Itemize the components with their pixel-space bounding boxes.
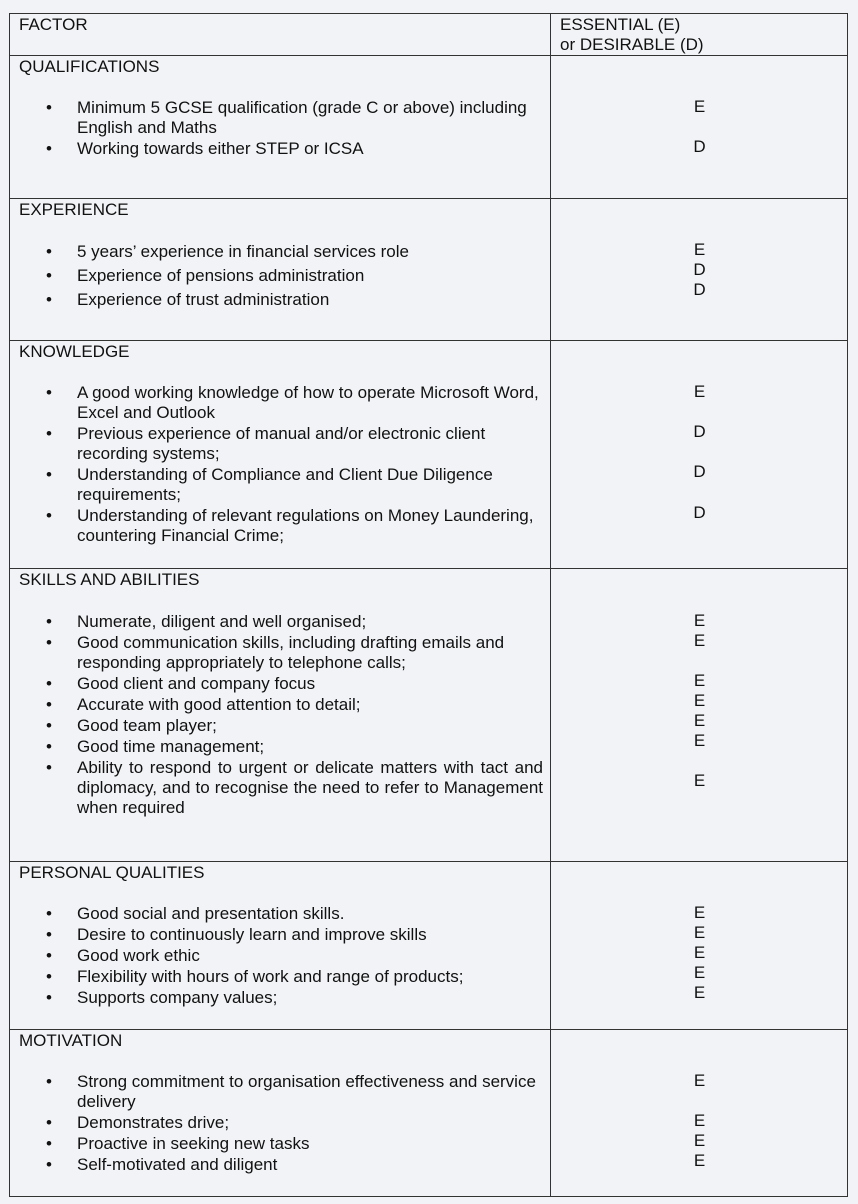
- rating: E: [693, 1131, 706, 1150]
- bullet-icon: •: [46, 925, 52, 944]
- experience-rating-cell: [551, 199, 848, 341]
- rating: E: [693, 671, 706, 690]
- rating: E: [693, 963, 706, 982]
- bullet-icon: •: [46, 506, 52, 525]
- rating: E: [693, 771, 706, 790]
- experience-list: [19, 242, 543, 310]
- header-ed-line2: or DESIRABLE (D): [560, 35, 704, 54]
- header-factor-label: FACTOR: [19, 15, 88, 34]
- bullet-icon: •: [46, 424, 52, 443]
- motivation-factor-cell: [10, 1030, 551, 1197]
- rating: E: [693, 923, 706, 942]
- list-item: • Self-motivated and diligent: [46, 1155, 278, 1174]
- rating: E: [693, 97, 706, 116]
- bullet-icon: •: [46, 674, 52, 693]
- rating: E: [693, 611, 706, 630]
- motivation-rating-cell: [551, 1030, 848, 1197]
- header-ed-line1: ESSENTIAL (E): [560, 15, 681, 34]
- section-skills-and-abilities: [10, 569, 848, 862]
- rating: E: [693, 1071, 706, 1090]
- experience-factor-cell: [10, 199, 551, 341]
- knowledge-factor-cell: [10, 341, 551, 569]
- qualifications-factor-cell: [10, 56, 551, 199]
- skills-rating-cell: [551, 569, 848, 862]
- section-title: EXPERIENCE: [19, 200, 129, 219]
- personal-factor-cell: [10, 862, 551, 1030]
- list-item: • Good communication skills, including drafting emails and responding appropriately to telephone calls;: [46, 633, 505, 672]
- list-item: • Proactive in seeking new tasks: [46, 1134, 310, 1153]
- bullet-icon: •: [46, 383, 52, 402]
- list-item: • Good time management;: [46, 737, 265, 756]
- rating: E: [693, 691, 706, 710]
- rating: D: [693, 462, 706, 481]
- bullet-icon: •: [46, 1072, 52, 1091]
- list-item: • Understanding of relevant regulations on Money Laundering, countering Financial Crime;: [46, 506, 534, 545]
- bullet-icon: •: [46, 904, 52, 923]
- list-item: • Experience of trust administration: [46, 290, 330, 309]
- bullet-icon: •: [46, 1113, 52, 1132]
- bullet-icon: •: [46, 139, 52, 158]
- section-title: MOTIVATION: [19, 1031, 123, 1050]
- knowledge-list: [19, 383, 543, 546]
- bullet-icon: •: [46, 612, 52, 631]
- skills-list: [19, 612, 543, 818]
- bullet-icon: •: [46, 967, 52, 986]
- skills-factor-cell: [10, 569, 551, 862]
- rating: E: [693, 731, 706, 750]
- list-item: • Good social and presentation skills.: [46, 904, 345, 923]
- bullet-icon: •: [46, 242, 52, 261]
- bullet-icon: •: [46, 266, 52, 285]
- bullet-icon: •: [46, 988, 52, 1007]
- knowledge-rating-cell: [551, 341, 848, 569]
- rating: E: [693, 631, 706, 650]
- list-item: • Numerate, diligent and well organised;: [46, 612, 367, 631]
- bullet-icon: •: [46, 716, 52, 735]
- qualifications-rating-cell: [551, 56, 848, 199]
- bullet-icon: •: [46, 465, 52, 484]
- list-item: • Good client and company focus: [46, 674, 316, 693]
- list-item: • Desire to continuously learn and improve skills: [46, 925, 427, 944]
- bullet-icon: •: [46, 737, 52, 756]
- personal-list: [19, 904, 543, 1008]
- header-factor-cell: [10, 14, 551, 56]
- list-item: • Ability to respond to urgent or delicate matters with tact and diplomacy, and to recognise the need to refer to Management when required: [46, 758, 543, 817]
- personal-rating-cell: [551, 862, 848, 1030]
- list-item: • Accurate with good attention to detail;: [46, 695, 361, 714]
- section-experience: [10, 199, 848, 341]
- motivation-list: [19, 1072, 543, 1175]
- rating: E: [693, 903, 706, 922]
- bullet-icon: •: [46, 290, 52, 309]
- list-item: • 5 years’ experience in financial services role: [46, 242, 409, 261]
- rating: D: [693, 503, 706, 522]
- section-personal-qualities: [10, 862, 848, 1030]
- list-item: • Understanding of Compliance and Client Due Diligence requirements;: [46, 465, 493, 504]
- rating: E: [693, 983, 706, 1002]
- section-title: PERSONAL QUALITIES: [19, 863, 205, 882]
- bullet-icon: •: [46, 695, 52, 714]
- rating: D: [693, 422, 706, 441]
- list-item: • Strong commitment to organisation effectiveness and service delivery: [46, 1072, 536, 1111]
- list-item: • Demonstrates drive;: [46, 1113, 230, 1132]
- person-specification-table: [9, 13, 848, 1197]
- rating: D: [693, 280, 706, 299]
- header-essential-desirable-cell: [551, 14, 848, 56]
- section-title: KNOWLEDGE: [19, 342, 130, 361]
- list-item: • Experience of pensions administration: [46, 266, 365, 285]
- section-title: SKILLS AND ABILITIES: [19, 570, 200, 589]
- section-motivation: [10, 1030, 848, 1197]
- list-item: • Good work ethic: [46, 946, 200, 965]
- header-row: [10, 14, 848, 56]
- rating: E: [693, 1111, 706, 1130]
- bullet-icon: •: [46, 633, 52, 652]
- list-item: • A good working knowledge of how to operate Microsoft Word, Excel and Outlook: [46, 383, 539, 422]
- list-item: • Previous experience of manual and/or electronic client recording systems;: [46, 424, 486, 463]
- bullet-icon: •: [46, 758, 52, 777]
- rating: E: [693, 711, 706, 730]
- rating: E: [693, 240, 706, 259]
- list-item: • Supports company values;: [46, 988, 278, 1007]
- section-title: QUALIFICATIONS: [19, 57, 160, 76]
- bullet-icon: •: [46, 1134, 52, 1153]
- rating: D: [693, 260, 706, 279]
- section-qualifications: [10, 56, 848, 199]
- bullet-icon: •: [46, 946, 52, 965]
- qualifications-list: [19, 98, 543, 159]
- rating: E: [693, 382, 706, 401]
- section-knowledge: [10, 341, 848, 569]
- list-item: • Flexibility with hours of work and range of products;: [46, 967, 464, 986]
- bullet-icon: •: [46, 1155, 52, 1174]
- rating: E: [693, 943, 706, 962]
- rating: D: [693, 137, 706, 156]
- list-item: • Working towards either STEP or ICSA: [46, 139, 364, 158]
- rating: E: [693, 1151, 706, 1170]
- list-item: • Minimum 5 GCSE qualification (grade C or above) including English and Maths: [46, 98, 527, 137]
- bullet-icon: •: [46, 98, 52, 117]
- list-item: • Good team player;: [46, 716, 217, 735]
